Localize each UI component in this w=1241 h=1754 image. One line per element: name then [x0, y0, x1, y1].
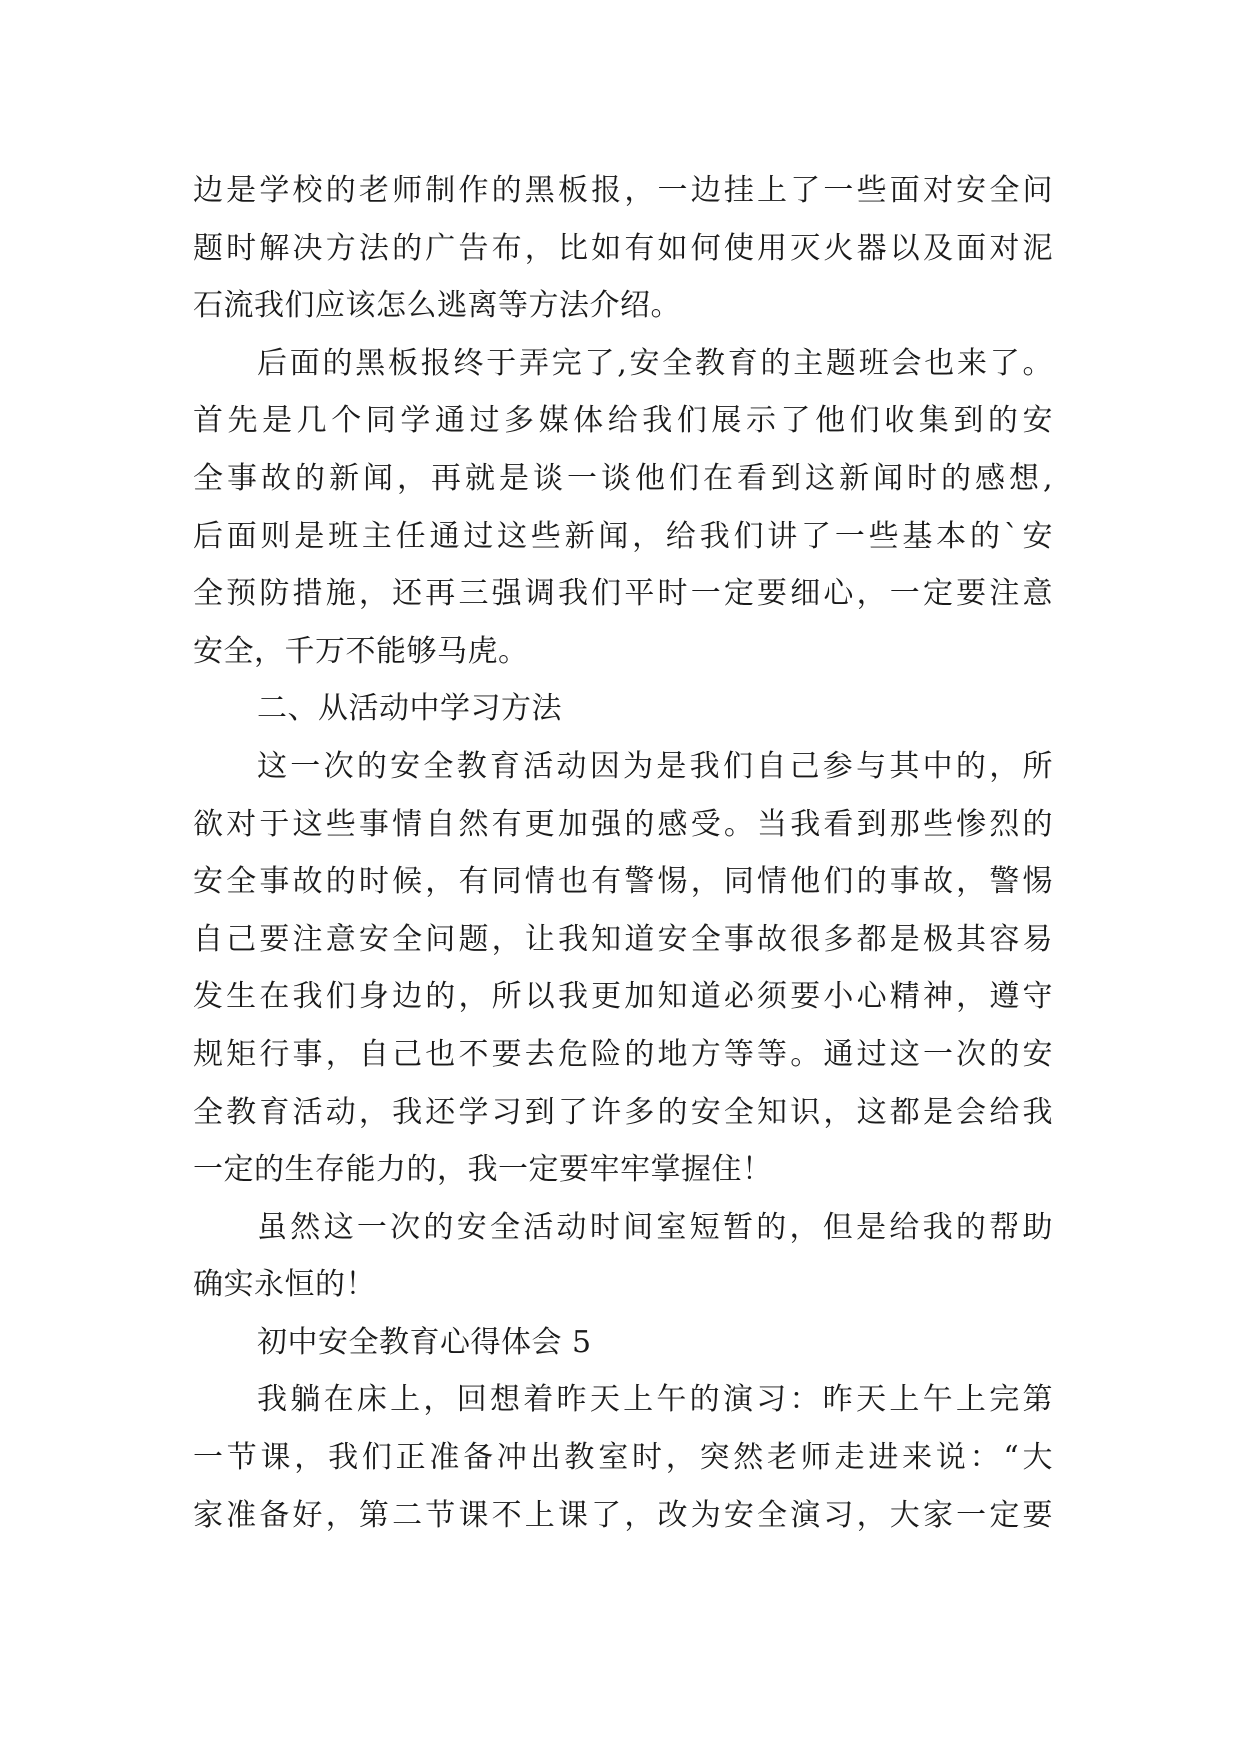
text-line: 后面则是班主任通过这些新闻，给我们讲了一些基本的`安: [193, 518, 1053, 554]
document-body: [193, 162, 1053, 1544]
text-line: 初中安全教育心得体会 5: [257, 1324, 592, 1360]
text-line: 规矩行事，自己也不要去危险的地方等等。通过这一次的安: [193, 1036, 1053, 1072]
text-line: 二、从活动中学习方法: [257, 691, 562, 727]
text-line: 发生在我们身边的，所以我更加知道必须要小心精神，遵守: [193, 979, 1053, 1015]
text-line: 确实永恒的！: [193, 1267, 376, 1303]
text-line: 安全事故的时候，有同情也有警惕，同情他们的事故，警惕: [193, 864, 1053, 900]
text-line: 一定的生存能力的，我一定要牢牢掌握住！: [193, 1152, 773, 1188]
text-line: 安全，千万不能够马虎。: [193, 633, 529, 669]
text-line: 家准备好，第二节课不上课了，改为安全演习，大家一定要: [193, 1497, 1053, 1533]
text-line: 我躺在床上，回想着昨天上午的演习：昨天上午上完第: [257, 1382, 1053, 1418]
text-line: 石流我们应该怎么逃离等方法介绍。: [193, 288, 681, 324]
text-line: 全教育活动，我还学习到了许多的安全知识，这都是会给我: [193, 1094, 1053, 1130]
text-line: 首先是几个同学通过多媒体给我们展示了他们收集到的安: [193, 403, 1053, 439]
text-line: 全事故的新闻，再就是谈一谈他们在看到这新闻时的感想,: [193, 460, 1053, 496]
text-line: 后面的黑板报终于弄完了,安全教育的主题班会也来了。: [257, 345, 1053, 381]
text-line: 欲对于这些事情自然有更加强的感受。当我看到那些惨烈的: [193, 806, 1053, 842]
text-line: 一节课，我们正准备冲出教室时，突然老师走进来说：“大: [193, 1440, 1053, 1476]
text-line: 自己要注意安全问题，让我知道安全事故很多都是极其容易: [193, 921, 1053, 957]
text-line: 全预防措施，还再三强调我们平时一定要细心，一定要注意: [193, 576, 1053, 612]
text-line: 虽然这一次的安全活动时间室短暂的，但是给我的帮助: [257, 1209, 1053, 1245]
text-line: 边是学校的老师制作的黑板报，一边挂上了一些面对安全问: [193, 173, 1053, 208]
text-line: 题时解决方法的广告布，比如有如何使用灭火器以及面对泥: [193, 230, 1053, 266]
text-line: 这一次的安全教育活动因为是我们自己参与其中的，所: [257, 748, 1053, 784]
